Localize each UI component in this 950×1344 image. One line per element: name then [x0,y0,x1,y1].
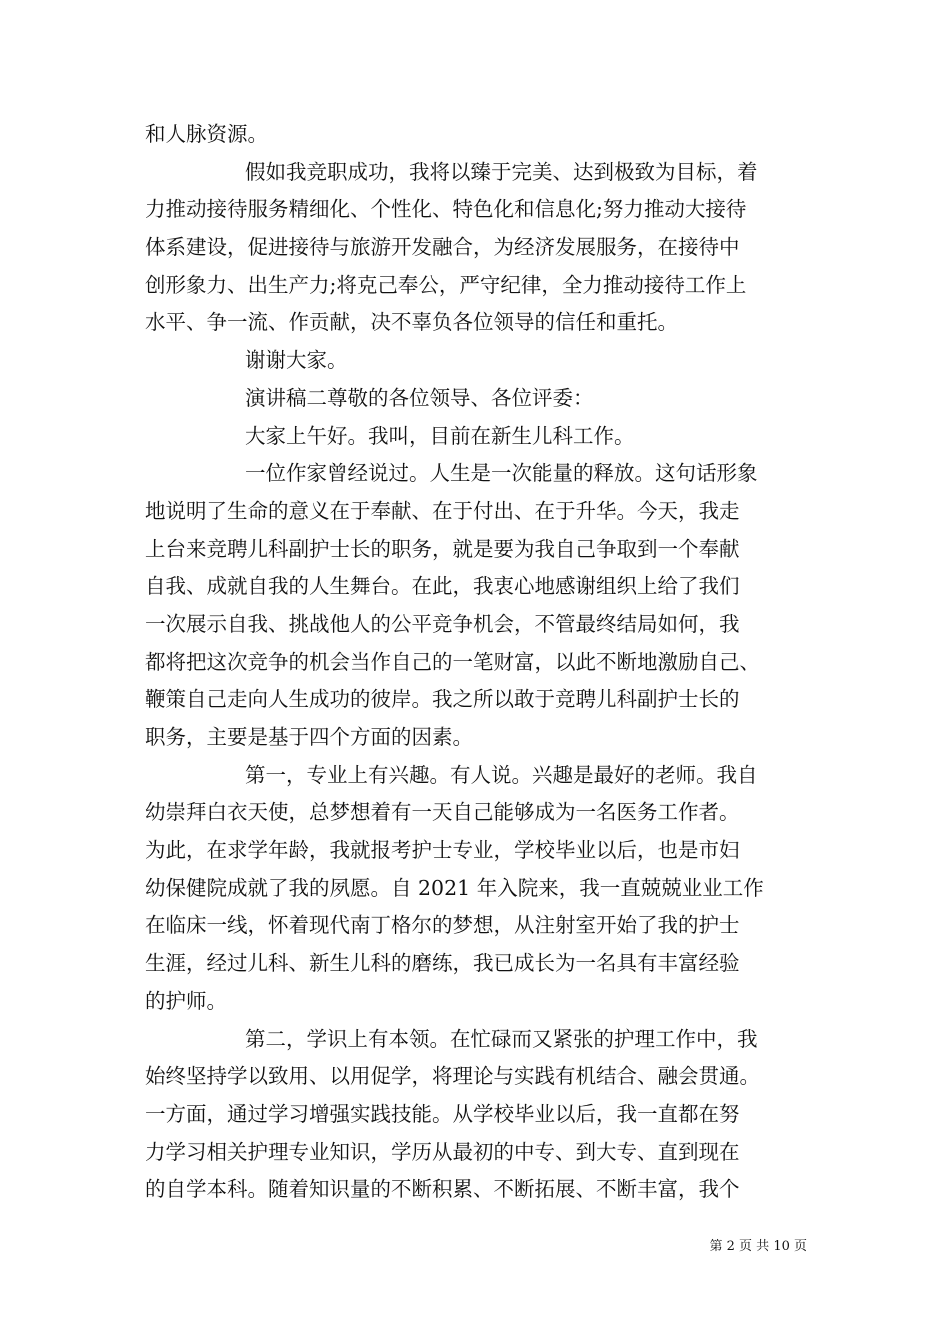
text-line: 的自学本科。随着知识量的不断积累、不断拓展、不断丰富，我个 [145,1177,740,1202]
text-line: 力推动接待服务精细化、个性化、特色化和信息化;努力推动大接待 [145,197,747,222]
text-line: 一次展示自我、挑战他人的公平竞争机会，不管最终结局如何，我 [145,611,740,636]
text-line: 职务，主要是基于四个方面的因素。 [145,725,473,749]
text-line: 体系建设，促进接待与旅游开发融合，为经济发展服务，在接待中 [145,235,740,260]
text-line: 一位作家曾经说过。人生是一次能量的释放。这句话形象 [245,461,758,486]
text-line: 的护师。 [145,988,227,1013]
text-line: 水平、争一流、作贡献，决不辜负各位领导的信任和重托。 [145,310,678,335]
text-line: 幼崇拜白衣天使，总梦想着有一天自己能够成为一名医务工作者。 [145,800,740,825]
text-line: 鞭策自己走向人生成功的彼岸。我之所以敢于竞聘儿科副护士长的 [145,687,740,712]
text-line: 创形象力、出生产力;将克己奉公，严守纪律，全力推动接待工作上 [145,272,747,297]
text-line: 假如我竞职成功，我将以臻于完美、达到极致为目标，着 [245,159,758,184]
text-line: 谢谢大家。 [245,348,348,373]
text-line: 都将把这次竞争的机会当作自己的一笔财富，以此不断地激励自己、 [145,649,760,674]
text-line: 力学习相关护理专业知识，学历从最初的中专、到大专、直到现在 [145,1139,740,1164]
text-line: 大家上午好。我叫，目前在新生儿科工作。 [245,423,635,448]
text-line: 第一，专业上有兴趣。有人说。兴趣是最好的老师。我自 [245,762,758,787]
text-line: 第二，学识上有本领。在忙碌而又紧张的护理工作中，我 [245,1026,758,1051]
text-line: 生涯，经过儿科、新生儿科的磨练，我已成长为一名具有丰富经验 [145,951,740,976]
text-line: 在临床一线，怀着现代南丁格尔的梦想，从注射室开始了我的护士 [145,913,740,938]
text-line: 演讲稿二尊敬的各位领导、各位评委： [245,385,594,410]
text-line: 上台来竞聘儿科副护士长的职务，就是要为我自己争取到一个奉献 [145,536,740,561]
document-body [145,116,805,1209]
text-line: 幼保健院成就了我的夙愿。自 2021 年入院来，我一直兢兢业业工作 [145,875,764,900]
text-line: 始终坚持学以致用、以用促学，将理论与实践有机结合、融会贯通。 [145,1064,760,1089]
text-line: 和人脉资源。 [145,122,268,146]
text-line: 自我、成就自我的人生舞台。在此，我衷心地感谢组织上给了我们 [145,574,740,599]
text-line: 一方面，通过学习增强实践技能。从学校毕业以后，我一直都在努 [145,1101,740,1126]
text-line: 为此，在求学年龄，我就报考护士专业，学校毕业以后，也是市妇 [145,838,740,863]
text-line: 地说明了生命的意义在于奉献、在于付出、在于升华。今天，我走 [145,498,740,523]
page-number: 第 2 页 共 10 页 [709,1239,807,1254]
